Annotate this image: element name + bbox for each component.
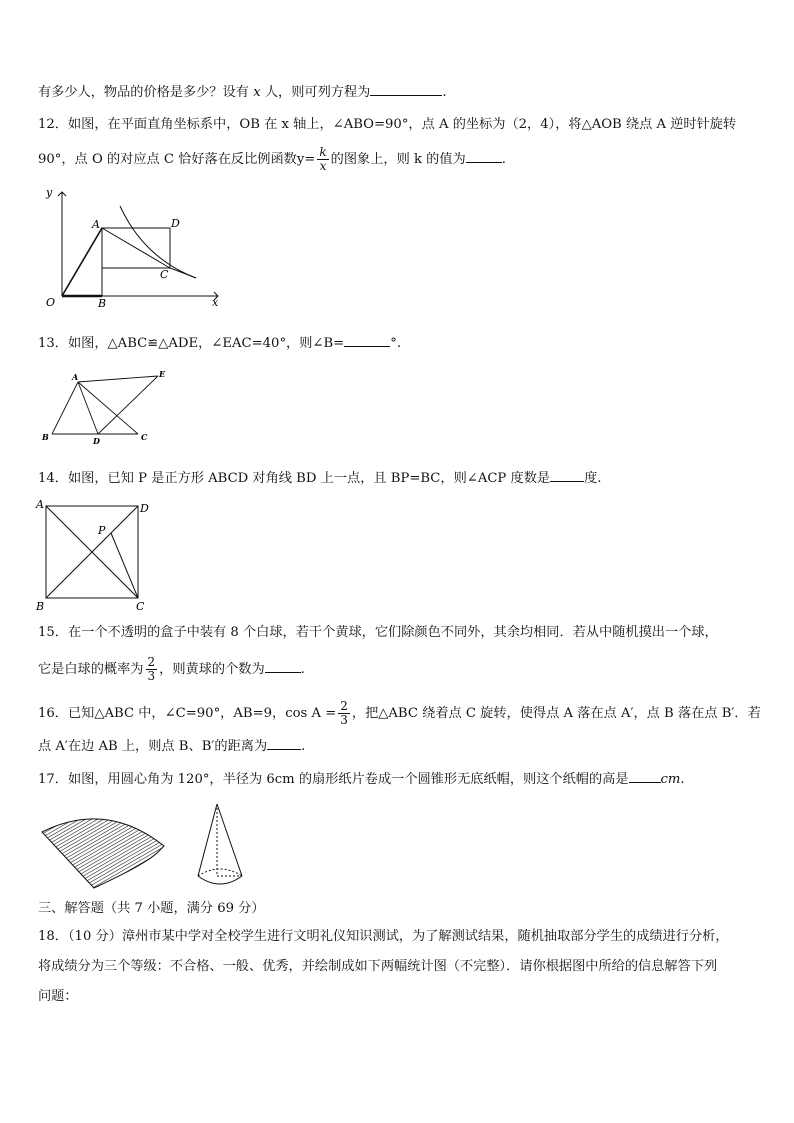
q15-line1: 15．在一个不透明的盒子中装有 8 个白球，若干个黄球，它们除颜色不同外，其余均相同．若从中随机摸出一个球，: [38, 625, 718, 640]
q16-text-a: 16．已知△ABC 中，∠C=90°，AB=9，cos A =: [38, 706, 337, 721]
q15-text-a: 它是白球的概率为: [38, 662, 144, 677]
q15-line2: [38, 656, 305, 683]
q12-label-A: A: [92, 218, 100, 231]
q17-cone-base-back: [198, 869, 242, 876]
q13-segment-AD: [78, 382, 98, 434]
q11-tail-line: [38, 83, 447, 102]
q14-label-B: B: [36, 600, 45, 613]
q16-frac-num: 2: [340, 699, 348, 713]
q12-segment-OA: [62, 228, 102, 296]
q15-fraction: [146, 656, 158, 683]
q13-label-C: C: [141, 432, 148, 442]
q13-figure: [38, 368, 168, 446]
section3-title: 三、解答题（共 7 小题，满分 69 分）: [38, 901, 265, 916]
q12-line2: [38, 146, 506, 173]
q16-line2: [38, 737, 305, 756]
q13-end: °.: [390, 336, 402, 351]
q17-figure-cone: [192, 800, 250, 892]
q15-answer-blank[interactable]: [265, 660, 301, 673]
q12-hyperbola-upper: [120, 206, 196, 278]
q13-segment-AC: [78, 382, 138, 434]
q12-label-y: y: [46, 186, 53, 199]
q13-segment-AE: [78, 376, 158, 382]
q17-sector-shape: [42, 819, 164, 888]
q14-line: [38, 469, 601, 488]
q11-answer-blank[interactable]: [370, 83, 442, 96]
q12-label-C: C: [160, 268, 169, 281]
q15-end: .: [300, 662, 305, 677]
q11-text2: 人，则可列方程为: [264, 85, 371, 100]
q12-hyperbola-lower: [170, 268, 196, 278]
q13-answer-blank[interactable]: [344, 334, 390, 347]
q12-end: .: [501, 152, 506, 167]
q11-text: 有多少人，物品的价格是多少？设有: [38, 85, 249, 100]
q13-label-D: D: [93, 436, 100, 446]
q13-label-A: A: [72, 372, 79, 382]
q14-label-A: A: [36, 498, 44, 511]
q18-line1: 18．（10 分）漳州市某中学对全校学生进行文明礼仪知识测试，为了解测试结果，随机抽取部分学生的成绩进行分析，: [38, 929, 729, 944]
q16-line1: [38, 700, 761, 727]
q12-label-O: O: [46, 296, 56, 309]
q17-text: 17．如图，用圆心角为 120°，半径为 6cm 的扇形纸片卷成一个圆锥形无底纸帽，则这个纸帽的高是: [38, 772, 629, 787]
q16-answer-blank[interactable]: [267, 737, 301, 750]
q13-line: [38, 334, 401, 353]
q11-end: .: [442, 85, 447, 100]
q17-figure-sector: [36, 806, 172, 890]
q13-label-E: E: [159, 369, 166, 379]
q17-cone-base-front: [198, 876, 242, 884]
q16-end: .: [301, 739, 306, 754]
q17-cone-left-side: [198, 804, 217, 876]
q14-label-P: P: [98, 524, 106, 537]
q18-line2: 将成绩分为三个等级：不合格、一般、优秀，并绘制成如下两幅统计图（不完整）．请你根据图中所给的信息解答下列: [38, 959, 718, 974]
q13-segment-AB: [52, 382, 78, 434]
q12-fraction: [317, 146, 328, 173]
q14-label-D: D: [140, 502, 149, 515]
q14-segment-CP: [111, 533, 138, 598]
q13-text: 13．如图，△ABC≌△ADE，∠EAC=40°，则∠B=: [38, 336, 345, 351]
q12-frac-den: x: [319, 159, 327, 173]
q12-label-D: D: [171, 217, 180, 230]
q12-figure: [36, 180, 226, 310]
q14-text: 14．如图，已知 P 是正方形 ABCD 对角线 BD 上一点，且 BP=BC，则∠ACP 度数是: [38, 471, 551, 486]
q12-text-b: 的图象上，则 k 的值为: [330, 152, 466, 167]
q12-label-B: B: [98, 297, 107, 310]
q17-answer-blank[interactable]: [629, 770, 661, 783]
q14-answer-blank[interactable]: [550, 469, 584, 482]
q11-var: x: [253, 85, 261, 100]
q14-label-C: C: [136, 600, 145, 613]
q12-text-a: 90°，点 O 的对应点 C 恰好落在反比例函数y=: [38, 152, 316, 167]
q15-text-b: ，则黄球的个数为: [159, 662, 265, 677]
q12-label-x: x: [212, 296, 219, 309]
q16-fraction: [338, 700, 350, 727]
q16-frac-den: 3: [340, 713, 348, 727]
q12-frac-num: k: [319, 145, 327, 159]
q14-figure: [34, 496, 158, 616]
q14-end: 度.: [584, 471, 602, 486]
q13-label-B: B: [42, 432, 49, 442]
q15-frac-num: 2: [147, 655, 156, 669]
q18-line3: 问题：: [38, 989, 78, 1004]
q16-text-2: 点 A′在边 AB 上，则点 B、B′的距离为: [38, 739, 268, 754]
q15-frac-den: 3: [147, 669, 156, 683]
q12-answer-blank[interactable]: [466, 150, 502, 163]
q17-end: cm.: [660, 772, 685, 787]
q17-line: [38, 770, 685, 789]
q12-line1: 12．如图，在平面直角坐标系中，OB 在 x 轴上，∠ABO=90°，点 A 的坐标为（2，4），将△AOB 绕点 A 逆时针旋转: [38, 117, 737, 132]
q12-segment-AC: [102, 228, 170, 268]
q16-text-b: ，把△ABC 绕着点 C 旋转，使得点 A 落在点 A′，点 B 落在点 B′．若: [351, 706, 761, 721]
q17-cone-right-side: [217, 804, 242, 876]
